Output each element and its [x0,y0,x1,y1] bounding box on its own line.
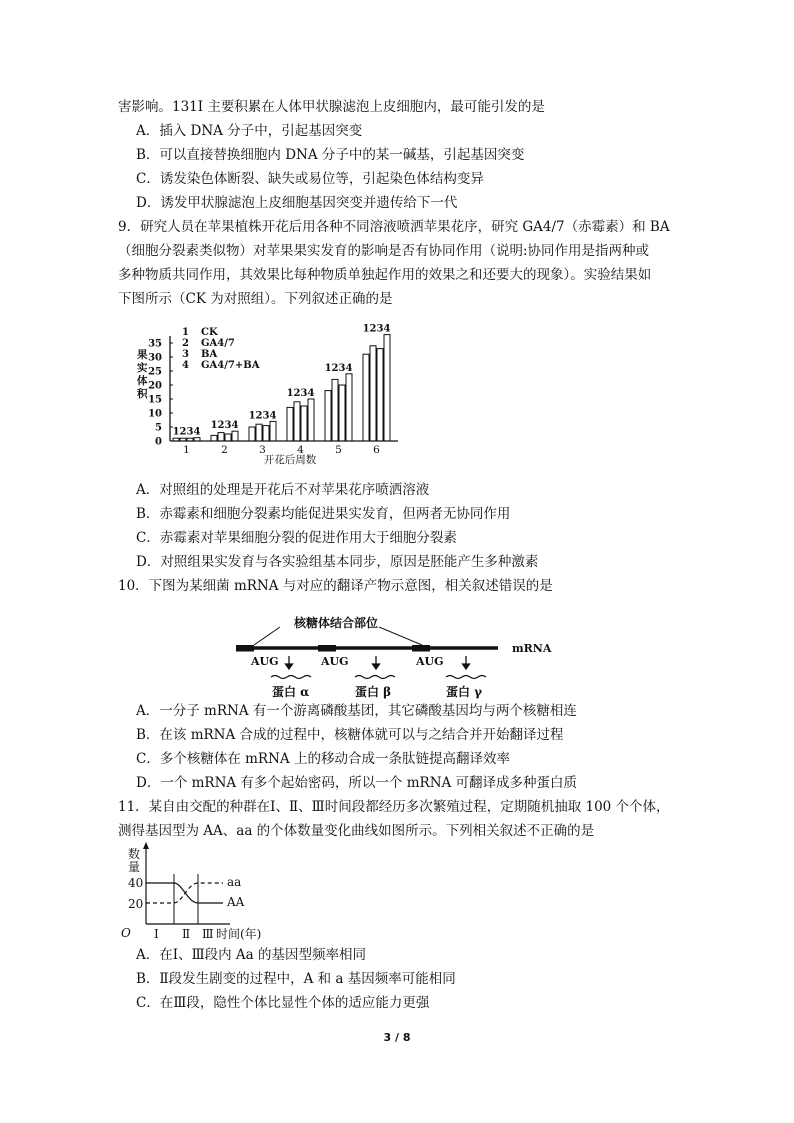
mrna-label: mRNA [512,642,552,655]
q8-option-d: D．诱发甲状腺滤泡上皮细胞基因突变并遗传给下一代 [136,195,458,211]
period-III: Ⅲ [202,927,214,940]
ylabel-char: 积 [137,388,148,400]
ytick-label: 25 [148,366,162,378]
bar-CK-week-6 [363,354,369,441]
bar-CK-week-3 [249,427,255,441]
ytick-label: 5 [155,422,162,434]
ylabel-char: 实 [137,362,148,374]
bar-GA4/7+BA-week-5 [346,374,352,441]
q11-option-a: A．在Ⅰ、Ⅲ段内 Aa 的基因型频率相同 [136,947,366,963]
period-II: Ⅱ [182,927,191,940]
ytick-label: 35 [148,338,162,350]
peptide-wave-3 [446,676,486,679]
origin-label: O [121,926,131,940]
y-axis-label [137,348,148,400]
q10-line: 10．下图为某细菌 mRNA 与对应的翻译产物示意图，相关叙述错误的是 [118,578,553,594]
protein-alpha-label: 蛋白 α [272,685,310,699]
xtick-label: 2 [221,444,228,456]
bar-BA-week-4 [301,406,307,441]
ytick-label: 20 [148,380,162,392]
line-aa [146,883,223,903]
bar-GA4/7+BA-week-4 [308,399,314,441]
bar-GA4/7+BA-week-3 [270,421,276,441]
bar-CK-week-4 [287,407,293,441]
q11-option-c: C．在Ⅲ段，隐性个体比显性个体的适应能力更强 [136,995,430,1011]
q8-option-a: A．插入 DNA 分子中，引起基因突变 [136,123,363,139]
mrna-translation-diagram [236,610,566,705]
binding-site-3 [412,645,430,652]
question-8-tail: 害影响。131I 主要积累在人体甲状腺滤泡上皮细胞内，最可能引发的是 [118,99,545,115]
series-label-AA: AA [227,895,245,909]
line-chart-ylabel-2: 量 [128,860,141,874]
q9-option-a: A．对照组的处理是开花后不对苹果花序喷洒溶液 [136,482,430,498]
line-chart-ylabel-1: 数 [128,847,141,861]
ylabel-char: 果 [137,349,148,361]
bar-GA4/7-week-2 [218,433,224,441]
bar-BA-week-2 [225,434,231,441]
genotype-count-line-chart [118,840,298,940]
legend-entry: CK [201,327,218,338]
legend-entry: GA4/7+BA [201,360,260,371]
ytick-20: 20 [128,897,144,911]
q9-line-3: 多种物质共同作用，其效果比每种物质单独起作用的效果之和还要大的现象）。实验结果如 [118,267,652,283]
series-label-aa: aa [227,875,242,889]
line-AA [146,883,223,903]
q9-option-c: C．赤霉素对苹果细胞分裂的促进作用大于细胞分裂素 [136,530,457,546]
bar-GA4/7-week-3 [256,424,262,441]
codon-aug-3: AUG [416,655,444,668]
codon-aug-1: AUG [251,655,279,668]
xtick-label: 6 [373,444,380,456]
ytick-label: 15 [148,394,162,406]
bar-CK-week-5 [325,391,331,441]
q11-line-2: 测得基因型为 AA、aa 的个体数量变化曲线如图所示。下列相关叙述不正确的是 [118,823,595,839]
q10-option-a: A．一分子 mRNA 有一个游离磷酸基团，其它磷酸基因均与两个核糖相连 [136,703,577,719]
bar-GA4/7-week-4 [294,402,300,441]
bar-group-label: 1234 [286,388,315,399]
bar-BA-week-5 [339,385,345,441]
ytick-40: 40 [128,876,144,890]
protein-beta-label: 蛋白 β [355,685,392,699]
fruit-volume-bar-chart [128,318,408,468]
xtick-label: 1 [183,444,190,456]
peptide-wave-1 [271,676,311,679]
ytick-label: 10 [148,408,162,420]
legend-number: 4 [182,360,189,371]
bar-group-label: 1234 [362,323,391,335]
q10-option-d: D．一个 mRNA 有多个起始密码，所以一个 mRNA 可翻译成多种蛋白质 [136,775,578,791]
bar-GA4/7-week-5 [332,379,338,441]
q9-option-b: B．赤霉素和细胞分裂素均能促进果实发育，但两者无协同作用 [136,506,511,522]
ylabel-char: 体 [137,375,148,387]
bar-GA4/7+BA-week-6 [384,335,390,441]
bar-group-label: 1234 [172,426,201,438]
xtick-label: 3 [259,444,266,456]
ytick-label: 30 [148,352,162,364]
legend-number: 1 [182,327,189,338]
legend-number: 2 [182,338,189,349]
bar-GA4/7-week-6 [370,346,376,441]
xtick-label: 4 [297,444,304,456]
q8-option-b: B．可以直接替换细胞内 DNA 分子中的某一碱基，引起基因突变 [136,147,525,163]
pointer-line-2 [379,627,422,645]
x-axis-label: 开花后周数 [263,454,317,466]
bar-CK-week-2 [211,435,217,441]
q9-line-1: 9．研究人员在苹果植株开花后用各种不同溶液喷洒苹果花序，研究 GA4/7（赤霉素）和 BA [118,219,670,235]
protein-gamma-label: 蛋白 γ [446,685,483,699]
bar-group-label: 1234 [210,420,239,432]
q11-line-1: 11．某自由交配的种群在Ⅰ、Ⅱ、Ⅲ时间段都经历多次繁殖过程，定期随机抽取 100 个个体， [118,799,670,815]
period-I: Ⅰ [154,927,159,940]
bar-BA-week-3 [263,426,269,441]
q9-line-2: （细胞分裂素类似物）对苹果果实发育的影响是否有协同作用（说明:协同作用是指两种或 [118,243,650,259]
bar-group-label: 1234 [248,410,277,422]
q9-option-d: D．对照组果实发育与各实验组基本同步，原因是胚能产生多种激素 [136,554,539,570]
legend-entry: BA [201,349,218,360]
q8-option-c: C．诱发染色体断裂、缺失或易位等，引起染色体结构变异 [136,171,484,187]
ribosome-binding-label: 核糖体结合部位 [293,616,379,630]
binding-site-2 [318,645,336,652]
line-chart-xlabel: 时间(年) [216,927,262,940]
legend-entry: GA4/7 [201,338,235,349]
bar-BA-week-6 [377,349,383,441]
legend-number: 3 [182,349,189,360]
bar-group-label: 1234 [324,362,353,374]
page-number: 3 / 8 [383,1031,411,1044]
xtick-label: 5 [335,444,342,456]
bar-GA4/7+BA-week-2 [232,431,238,441]
peptide-wave-2 [355,676,395,679]
codon-aug-2: AUG [321,655,349,668]
q9-line-4: 下图所示（CK 为对照组）。下列叙述正确的是 [118,291,393,307]
pointer-line-1 [254,627,280,645]
binding-site-1 [236,645,254,652]
ytick-label: 0 [155,436,162,448]
q10-option-c: C．多个核糖体在 mRNA 上的移动合成一条肽链提高翻译效率 [136,751,510,767]
q10-option-b: B．在该 mRNA 合成的过程中，核糖体就可以与之结合并开始翻译过程 [136,727,564,743]
q11-option-b: B．Ⅱ段发生剧变的过程中，A 和 a 基因频率可能相同 [136,971,456,987]
